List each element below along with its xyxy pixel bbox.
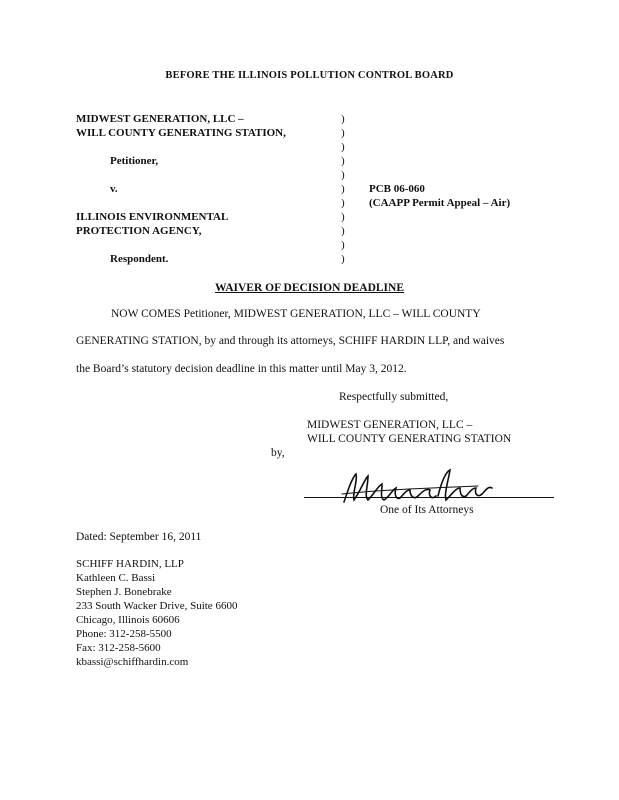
respondent-role: Respondent. xyxy=(110,253,169,265)
caption-paren: ) xyxy=(341,155,345,167)
attorney-name-1: Kathleen C. Bassi xyxy=(76,572,156,584)
by-label: by, xyxy=(271,447,285,459)
body-line-2: GENERATING STATION, by and through its attorneys, SCHIFF HARDIN LLP, and waives xyxy=(76,335,505,347)
signing-party-line1: MIDWEST GENERATION, LLC – xyxy=(307,419,473,431)
dated-line: Dated: September 16, 2011 xyxy=(76,531,202,543)
body-line-3: the Board’s statutory decision deadline in this matter until May 3, 2012. xyxy=(76,363,407,375)
respondent-name-line1: ILLINOIS ENVIRONMENTAL xyxy=(76,211,229,223)
firm-name: SCHIFF HARDIN, LLP xyxy=(76,558,184,570)
attorney-name-2: Stephen J. Bonebrake xyxy=(76,586,172,598)
caption-paren: ) xyxy=(341,197,345,209)
versus-label: v. xyxy=(110,183,118,195)
signing-party-line2: WILL COUNTY GENERATING STATION xyxy=(307,433,512,445)
body-line-1: NOW COMES Petitioner, MIDWEST GENERATION, LLC – WILL COUNTY xyxy=(111,308,481,320)
firm-phone: Phone: 312-258-5500 xyxy=(76,628,172,640)
petitioner-name-line2: WILL COUNTY GENERATING STATION, xyxy=(76,127,286,139)
firm-street: 233 South Wacker Drive, Suite 6600 xyxy=(76,600,238,612)
case-number: PCB 06-060 xyxy=(369,183,425,195)
firm-fax: Fax: 312-258-5600 xyxy=(76,642,161,654)
petitioner-name-line1: MIDWEST GENERATION, LLC – xyxy=(76,113,244,125)
firm-city: Chicago, Illinois 60606 xyxy=(76,614,180,626)
caption-paren: ) xyxy=(341,239,345,251)
document-title: WAIVER OF DECISION DEADLINE xyxy=(214,282,405,294)
board-title: BEFORE THE ILLINOIS POLLUTION CONTROL BOARD xyxy=(165,70,454,81)
respondent-name-line2: PROTECTION AGENCY, xyxy=(76,225,202,237)
caption-paren: ) xyxy=(341,183,345,195)
petitioner-role: Petitioner, xyxy=(110,155,159,167)
caption-paren: ) xyxy=(341,169,345,181)
caption-paren: ) xyxy=(341,211,345,223)
caption-paren: ) xyxy=(341,225,345,237)
caption-paren: ) xyxy=(341,253,345,265)
caption-paren: ) xyxy=(341,141,345,153)
signature-line xyxy=(304,497,554,498)
case-type: (CAAPP Permit Appeal – Air) xyxy=(369,197,511,209)
firm-email: kbassi@schiffhardin.com xyxy=(76,656,189,668)
caption-paren: ) xyxy=(341,127,345,139)
respectfully-submitted: Respectfully submitted, xyxy=(339,391,449,403)
signature-caption: One of Its Attorneys xyxy=(380,504,474,516)
caption-paren: ) xyxy=(341,113,345,125)
